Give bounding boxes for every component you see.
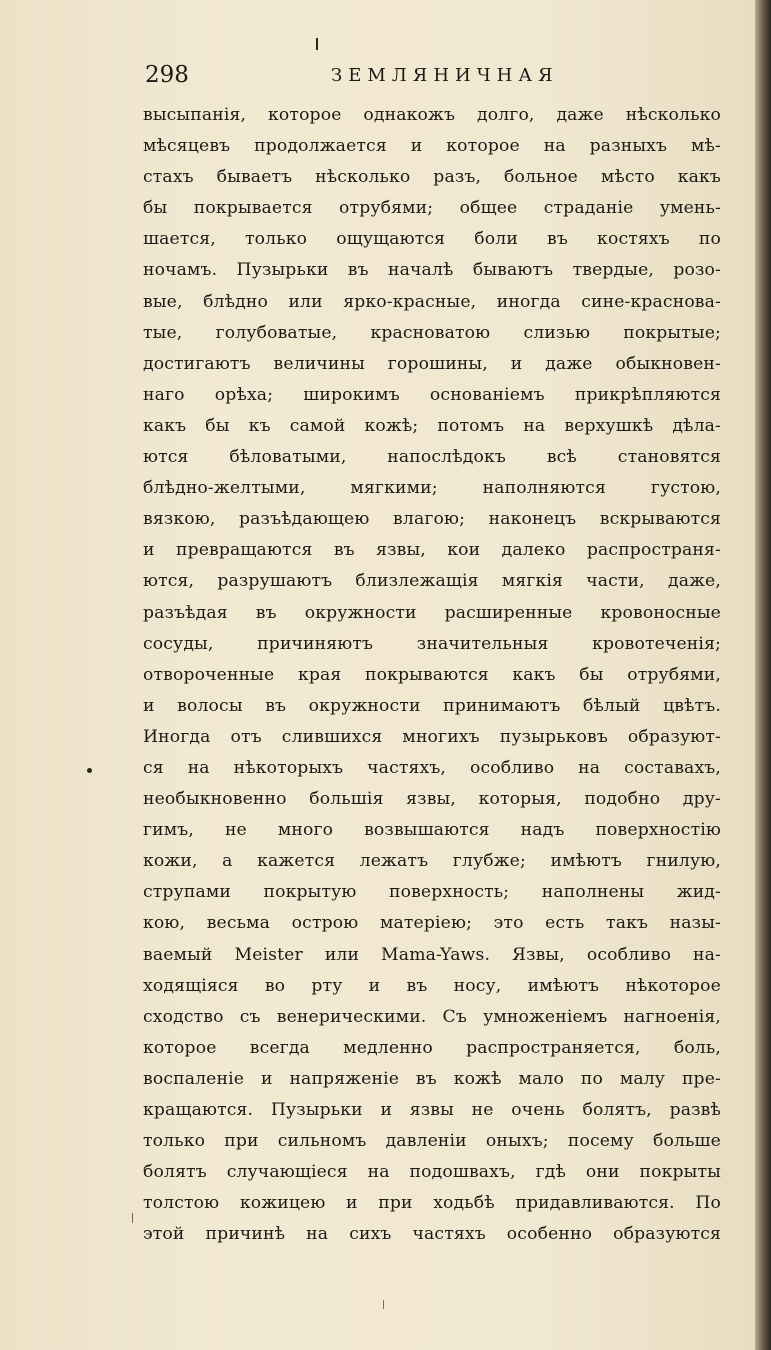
text-line: струпами покрытую поверхность; наполнены жид- (143, 882, 721, 903)
page-number: 298 (145, 62, 189, 88)
text-line: разъѣдая въ окружности расширенные кровоносные (143, 602, 721, 623)
text-line: какъ бы къ самой кожѣ; потомъ на верхушкѣ дѣла- (143, 415, 721, 436)
text-line: высыпанія, которое однакожъ долго, даже нѣсколько (143, 105, 721, 125)
text-line: вязкою, разъѣдающею влагою; наконецъ вскрываются (143, 509, 721, 530)
text-line: наго орѣха; широкимъ основаніемъ прикрѣпляются (143, 384, 721, 405)
text-line: ся на нѣкоторыхъ частяхъ, особливо на составахъ, (143, 757, 721, 778)
text-line: ются бѣловатыми, напослѣдокъ всѣ становятся (143, 447, 721, 468)
text-line: бы покрывается отрубями; общее страданіе умень- (143, 198, 721, 219)
text-line: ваемый Meister или Mama-Yaws. Язвы, особливо на- (143, 944, 721, 965)
running-title: ЗЕМЛЯНИЧНАЯ (331, 65, 559, 86)
text-line: кращаются. Пузырьки и язвы не очень болятъ, развѣ (143, 1100, 721, 1120)
text-line: необыкновенно большія язвы, которыя, подобно дру- (143, 789, 721, 810)
print-mark-bottom (383, 1300, 384, 1309)
text-line: ются, разрушаютъ близлежащія мягкія части, даже, (143, 571, 721, 592)
text-line: мѣсяцевъ продолжается и которое на разныхъ мѣ- (143, 136, 721, 157)
text-line: вые, блѣдно или ярко-красные, иногда сине-краснова- (143, 291, 721, 312)
text-line: кою, весьма острою матеріею; это есть такъ назы- (143, 913, 721, 934)
text-line: Иногда отъ слившихся многихъ пузырьковъ образуют- (143, 726, 721, 747)
text-line: сосуды, причиняютъ значительныя кровотеченія; (143, 633, 721, 654)
text-line: толстою кожицею и при ходьбѣ придавливаются. По (143, 1193, 721, 1214)
text-line: достигаютъ величины горошины, и даже обыкновен- (143, 353, 721, 374)
page-header (145, 62, 615, 92)
print-mark-dot (87, 768, 92, 773)
text-line: только при сильномъ давленіи оныхъ; посему больше (143, 1131, 721, 1152)
text-line: и волосы въ окружности принимаютъ бѣлый цвѣтъ. (143, 695, 721, 716)
book-spine-shadow (755, 0, 771, 1350)
text-line: болятъ случающіеся на подошвахъ, гдѣ они покрыты (143, 1162, 721, 1183)
text-line: стахъ бываетъ нѣсколько разъ, больное мѣсто какъ (143, 167, 721, 188)
text-line: и превращаются въ язвы, кои далеко распространя- (143, 540, 721, 561)
text-line: ночамъ. Пузырьки въ началѣ бываютъ твердые, розо- (143, 260, 721, 281)
text-line: сходство съ венерическими. Съ умноженіемъ нагноенія, (143, 1006, 721, 1027)
text-line: тые, голубоватые, красноватою слизью покрытые; (143, 322, 721, 343)
text-line: кожи, а кажется лежатъ глубже; имѣютъ гнилую, (143, 851, 721, 872)
print-mark-tick (132, 1213, 133, 1223)
print-mark-top (316, 38, 318, 50)
text-line: этой причинѣ на сихъ частяхъ особенно образуются (143, 1224, 721, 1245)
text-line: шается, только ощущаются боли въ костяхъ по (143, 229, 721, 250)
text-line: воспаленіе и напряженіе въ кожѣ мало по малу пре- (143, 1068, 721, 1089)
text-line: ходящіяся во рту и въ носу, имѣютъ нѣкоторое (143, 975, 721, 996)
text-line: которое всегда медленно распространяется, боль, (143, 1037, 721, 1058)
text-line: гимъ, не много возвышаются надъ поверхностію (143, 820, 721, 841)
text-line: блѣдно-желтыми, мягкими; наполняются густою, (143, 478, 721, 499)
text-line: отвороченные края покрываются какъ бы отрубями, (143, 664, 721, 685)
body-text (143, 100, 721, 1250)
